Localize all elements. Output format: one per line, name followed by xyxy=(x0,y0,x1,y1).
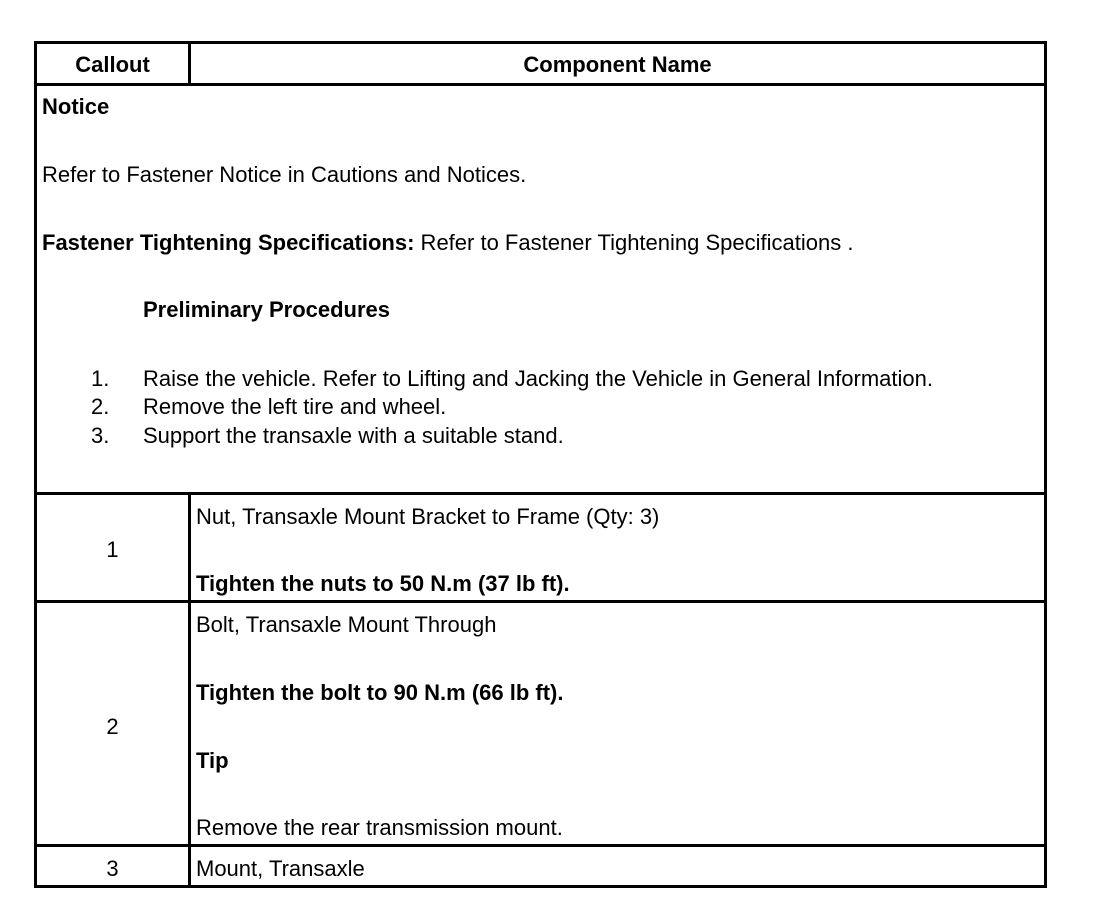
step-number: 2. xyxy=(91,394,110,419)
notice-text: Refer to Fastener Notice in Cautions and Notices. xyxy=(42,162,527,187)
fastener-spec-text: Refer to Fastener Tightening Specifications . xyxy=(414,230,854,255)
tip-title: Tip xyxy=(196,748,229,773)
procedure-table xyxy=(34,41,1047,888)
component-name-2: Bolt, Transaxle Mount Through xyxy=(196,612,497,637)
column-divider xyxy=(188,492,191,885)
callout-header: Callout xyxy=(75,52,150,77)
component-name-header: Component Name xyxy=(523,52,712,77)
component-name-1: Nut, Transaxle Mount Bracket to Frame (Qty: 3) xyxy=(196,504,660,529)
step-number: 1. xyxy=(91,366,110,391)
notice-title: Notice xyxy=(42,94,110,119)
callout-1: 1 xyxy=(106,537,119,562)
fastener-spec-label: Fastener Tightening Specifications: xyxy=(42,230,415,255)
callout-3: 3 xyxy=(106,856,119,881)
step-text: Remove the left tire and wheel. xyxy=(143,394,447,419)
instruction-2: Tighten the bolt to 90 N.m (66 lb ft). xyxy=(196,680,564,705)
component-name-3: Mount, Transaxle xyxy=(196,856,365,881)
tip-text: Remove the rear transmission mount. xyxy=(196,815,563,840)
step-number: 3. xyxy=(91,423,110,448)
step-text: Raise the vehicle. Refer to Lifting and Jacking the Vehicle in General Information. xyxy=(143,366,934,391)
callout-2: 2 xyxy=(106,714,119,739)
preliminary-title: Preliminary Procedures xyxy=(143,297,391,322)
step-text: Support the transaxle with a suitable stand. xyxy=(143,423,564,448)
instruction-1: Tighten the nuts to 50 N.m (37 lb ft). xyxy=(196,571,570,596)
fastener-spec-line xyxy=(42,230,853,256)
